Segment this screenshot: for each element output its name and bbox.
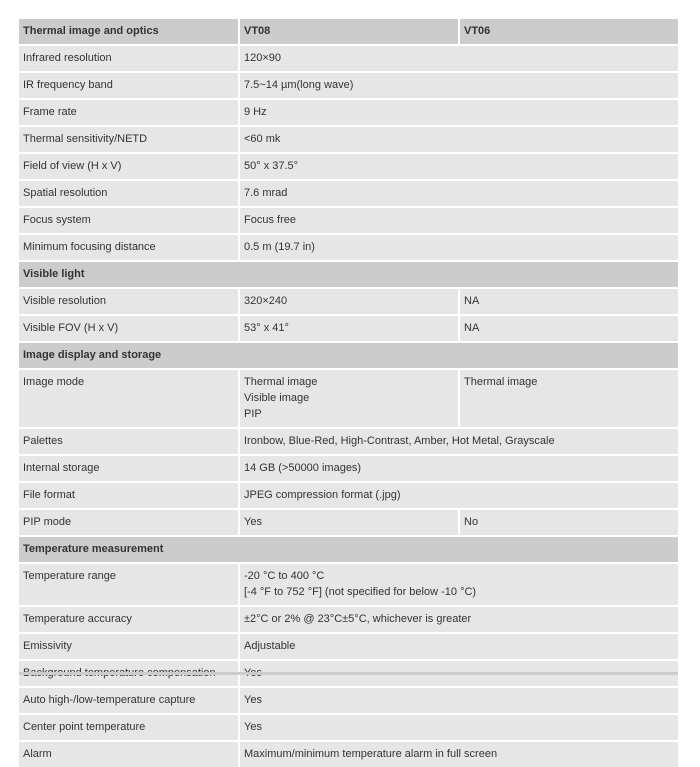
row-label: IR frequency band <box>19 71 238 98</box>
row-value: 120×90 <box>238 44 678 71</box>
header-vt06: VT06 <box>458 19 678 44</box>
row-label: Minimum focusing distance <box>19 233 238 260</box>
row-label: Focus system <box>19 206 238 233</box>
table-row <box>19 713 678 740</box>
row-value-vt08: 53° x 41° <box>238 314 458 341</box>
row-label: Center point temperature <box>19 713 238 740</box>
table-row <box>19 71 678 98</box>
row-label: Temperature accuracy <box>19 605 238 632</box>
row-label: PIP mode <box>19 508 238 535</box>
header-category: Thermal image and optics <box>19 19 238 44</box>
section-title: Visible light <box>19 260 678 287</box>
table-row <box>19 206 678 233</box>
row-label: Infrared resolution <box>19 44 238 71</box>
table-row <box>19 44 678 71</box>
table-row <box>19 481 678 508</box>
row-label: Temperature range <box>19 562 238 605</box>
row-value: Yes <box>238 686 678 713</box>
row-value: 0.5 m (19.7 in) <box>238 233 678 260</box>
table-row <box>19 632 678 659</box>
table-row <box>19 508 678 535</box>
table-row <box>19 314 678 341</box>
table-row <box>19 454 678 481</box>
table-row <box>19 605 678 632</box>
row-value-vt08 <box>238 368 458 427</box>
row-value: 14 GB (>50000 images) <box>238 454 678 481</box>
row-label: Thermal sensitivity/NETD <box>19 125 238 152</box>
row-value-vt06: NA <box>458 314 678 341</box>
row-label: Emissivity <box>19 632 238 659</box>
row-value-vt06: NA <box>458 287 678 314</box>
image-mode-line: Thermal image <box>244 376 318 388</box>
section-title: Temperature measurement <box>19 535 678 562</box>
row-label: File format <box>19 481 238 508</box>
table-row <box>19 287 678 314</box>
row-value: 7.5~14 µm(long wave) <box>238 71 678 98</box>
spec-table <box>19 19 678 767</box>
table-row <box>19 152 678 179</box>
temp-range-line: [-4 °F to 752 °F] (not specified for below -10 °C) <box>244 586 477 598</box>
row-label: Frame rate <box>19 98 238 125</box>
image-mode-line: PIP <box>244 408 262 420</box>
row-value-vt06: No <box>458 508 678 535</box>
table-row <box>19 179 678 206</box>
row-label: Palettes <box>19 427 238 454</box>
row-label: Visible FOV (H x V) <box>19 314 238 341</box>
row-label: Auto high-/low-temperature capture <box>19 686 238 713</box>
table-row <box>19 427 678 454</box>
image-mode-line: Visible image <box>244 392 310 404</box>
row-value: 50° x 37.5° <box>238 152 678 179</box>
section-row-image-display <box>19 341 678 368</box>
section-row-visible-light <box>19 260 678 287</box>
table-bottom-rule <box>19 672 678 675</box>
table-row <box>19 562 678 605</box>
row-value: <60 mk <box>238 125 678 152</box>
row-value: 9 Hz <box>238 98 678 125</box>
table-header-row <box>19 19 678 44</box>
row-value: Yes <box>238 713 678 740</box>
row-label: Spatial resolution <box>19 179 238 206</box>
row-label: Visible resolution <box>19 287 238 314</box>
table-row <box>19 233 678 260</box>
row-label: Alarm <box>19 740 238 767</box>
row-value <box>238 562 678 605</box>
row-value: Focus free <box>238 206 678 233</box>
section-row-temperature <box>19 535 678 562</box>
row-value: 7.6 mrad <box>238 179 678 206</box>
header-vt08: VT08 <box>238 19 458 44</box>
table-row <box>19 125 678 152</box>
row-value: JPEG compression format (.jpg) <box>238 481 678 508</box>
table-row <box>19 740 678 767</box>
row-value: Adjustable <box>238 632 678 659</box>
row-value: Ironbow, Blue-Red, High-Contrast, Amber, Hot Metal, Grayscale <box>238 427 678 454</box>
table-row <box>19 98 678 125</box>
row-value-vt08: Yes <box>238 508 458 535</box>
table-row <box>19 368 678 427</box>
row-label: Field of view (H x V) <box>19 152 238 179</box>
section-title: Image display and storage <box>19 341 678 368</box>
row-value: ±2°C or 2% @ 23°C±5°C, whichever is greater <box>238 605 678 632</box>
row-value: Maximum/minimum temperature alarm in full screen <box>238 740 678 767</box>
row-label: Internal storage <box>19 454 238 481</box>
row-value-vt06: Thermal image <box>458 368 678 427</box>
temp-range-line: -20 °C to 400 °C <box>244 570 325 582</box>
row-label: Image mode <box>19 368 238 427</box>
row-value-vt08: 320×240 <box>238 287 458 314</box>
